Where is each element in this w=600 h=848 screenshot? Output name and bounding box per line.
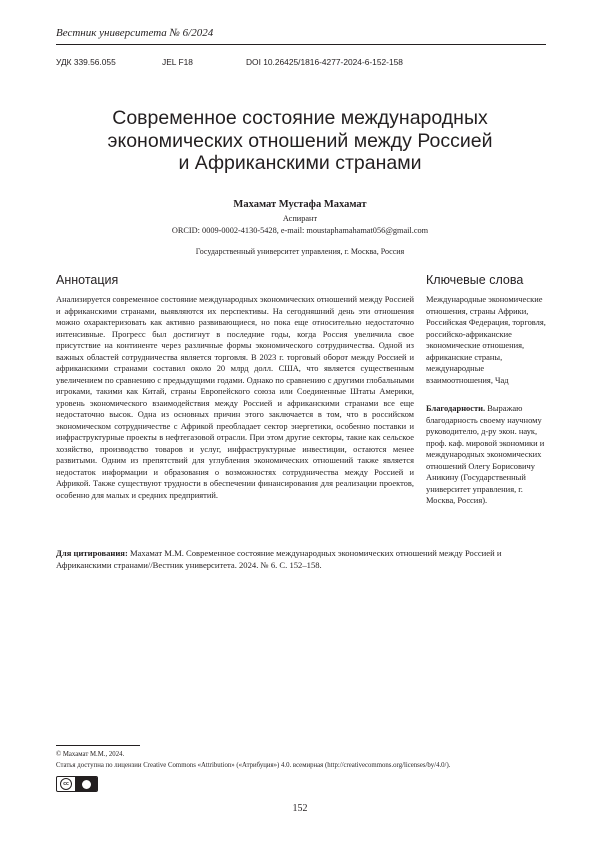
attribution-person-icon (82, 780, 91, 789)
keywords-text: Международные экономические отношения, страны Африки, Российская Федерация, торговля, российско-африканские экономические отношения, африканские страны, международные взаимоотношения, Чад (426, 294, 546, 385)
acknowledgements (426, 403, 548, 507)
title-line: и Африканскими странами (178, 152, 422, 174)
acknowledgements-text: Выражаю благодарность своему научному руководителю, д-ру экон. наук, проф. каф. мировой экономики и международных экономических отношений Олегу Борисовичу Аникину (Государственный университет управления, г. Москва, Россия). (426, 403, 545, 505)
keywords-heading: Ключевые слова (426, 273, 524, 287)
license-notice: Статья доступна по лицензии Creative Commons «Attribution» («Атрибуция») 4.0. всемирная (http://creativecommons.org/licenses/by/4.0/). (56, 762, 451, 769)
author-contact: ORCID: 0009-0002-4130-5428, e-mail: moustaphamahamat056@gmail.com (171, 226, 429, 235)
article-title (80, 107, 520, 175)
citation (56, 548, 548, 571)
author-rank: Аспирант (282, 214, 318, 223)
creative-commons-by-icon (56, 776, 98, 792)
author-name: Махамат Мустафа Махамат (233, 199, 367, 210)
acknowledgements-label: Благодарности. (426, 403, 486, 413)
footnote-divider (56, 745, 140, 746)
title-line: Современное состояние международных (112, 107, 488, 129)
copyright-notice: © Махамат М.М., 2024. (56, 751, 125, 758)
doi: DOI 10.26425/1816-4277-2024-6-152-158 (246, 57, 403, 67)
title-line: экономических отношений между Россией (107, 129, 493, 152)
citation-label: Для цитирования: (56, 548, 128, 558)
author-affiliation: Государственный университет управления, г. Москва, Россия (195, 247, 405, 256)
abstract-paragraph: Анализируется современное состояние международных экономических отношений между Россией и африканскими странами, выявляются их перспективы. На сегодняшний день эти отношения можно охарактеризовать как активно развивающиеся, но пока еще относительно недостаточно интенсивные. Прогресс был достигнут в последние годы, когда Россия увеличила свое присутствие на континенте через различные формы экономического сотрудничества. Одной из важных областей сотрудничества является торговля. В 2023 г. торговый оборот между Россией и африканскими странами составил около 20 млрд долл. США, что является существенным увеличением по сравнению с предыдущими годами. Однако по сравнению с другими глобальными игроками, такими как Китай, страны Европейского союза или Соединенные Штаты Америки, уровень экономического взаимодействия между Россией и африканскими странами все еще недостаточно высок. Одна из основных причин этого заключается в том, что в российском экономическом сотрудничестве с Африкой преобладает сектор энергетики, особенно поставки и инфраструктурные проекты в нефтегазовой отрасли. При этом другие секторы, такие как сельское хозяйство, производство товаров и услуг, инфраструктурные инвестиции, остаются менее развитыми. Одним из препятствий для углубления экономических отношений также является недостаток информации и образования о возможностях сотрудничества между Россией и Африкой. Также существуют трудности в обеспечении финансирования для реализации проектов, особенно для малых и средних предприятий. (56, 294, 414, 500)
page-number: 152 (292, 803, 308, 814)
cc-badge-text: cc (60, 778, 72, 790)
journal-header: Вестник университета № 6/2024 (56, 27, 214, 39)
udc-code: УДК 339.56.055 (56, 57, 116, 67)
abstract-heading: Аннотация (56, 273, 119, 287)
jel-code: JEL F18 (162, 57, 193, 67)
abstract-text (56, 294, 414, 501)
citation-text: Махамат М.М. Современное состояние международных экономических отношений между Россией и Африканскими странами//Вестник университета. 2024. № 6. С. 152–158. (56, 548, 502, 570)
header-divider (56, 44, 546, 45)
